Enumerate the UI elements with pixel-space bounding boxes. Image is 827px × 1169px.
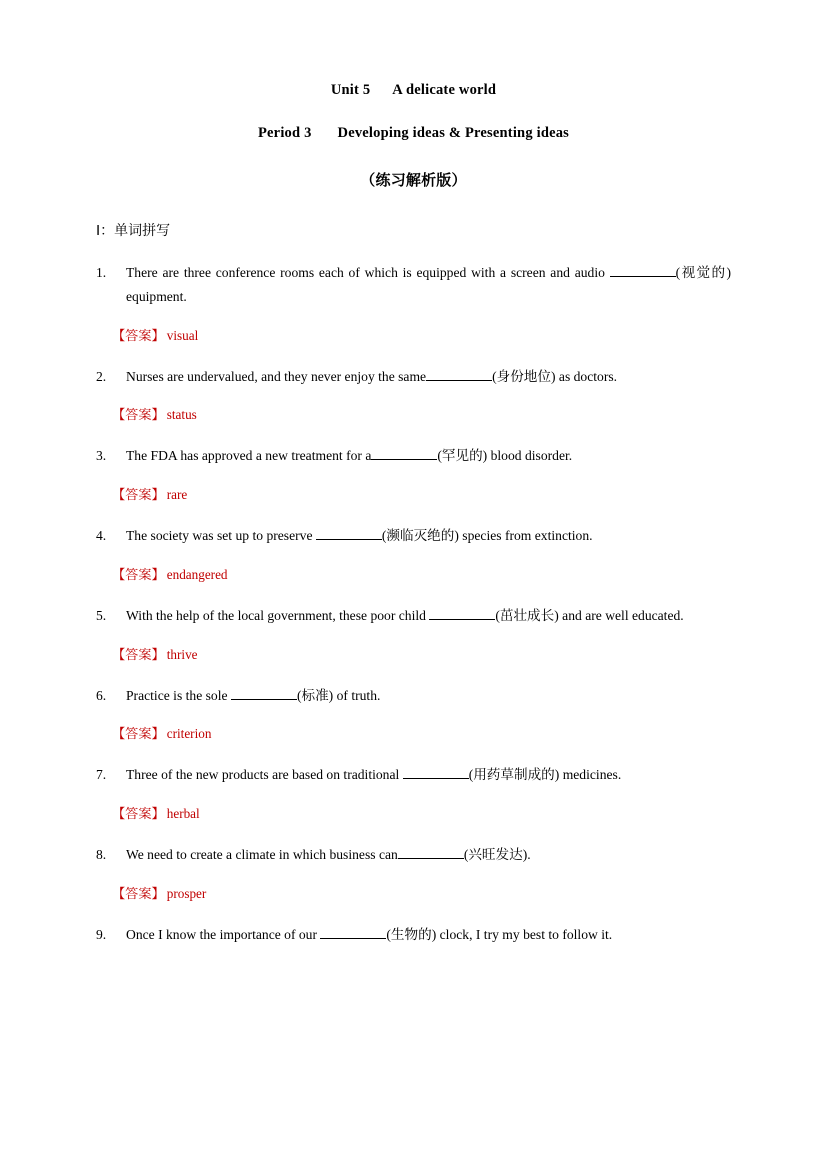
section-heading: Ⅰ：单词拼写 [96, 224, 171, 239]
answer-value: status [166, 407, 197, 423]
answer-blank[interactable] [371, 459, 437, 460]
question-text [126, 365, 731, 389]
answer-blank[interactable] [398, 858, 464, 859]
answer-blank[interactable] [231, 699, 297, 700]
answer-label: 【答案】 [112, 806, 165, 822]
question-item [96, 444, 731, 468]
answer-line [112, 325, 731, 344]
answer-line [112, 803, 731, 822]
question-text-after: (身份地位) as doctors. [492, 368, 618, 384]
answer-label: 【答案】 [112, 407, 165, 423]
question-text-before: We need to create a climate in which business can [126, 847, 398, 863]
question-text-before: Practice is the sole [126, 687, 231, 703]
question-text-before: The FDA has approved a new treatment for a [126, 448, 372, 464]
answer-label: 【答案】 [112, 646, 165, 662]
document-title-version: （练习解析版） [360, 172, 467, 189]
answer-blank[interactable] [403, 778, 469, 779]
question-text [126, 261, 731, 309]
question-item [96, 365, 731, 389]
question-text [126, 843, 731, 867]
question-item [96, 763, 731, 787]
answer-line [112, 564, 731, 583]
question-text-after: (生物的) clock, I try my best to follow it. [386, 927, 613, 943]
answer-value: criterion [166, 726, 212, 742]
answer-blank[interactable] [320, 938, 386, 939]
question-text [126, 763, 731, 787]
answer-blank[interactable] [426, 380, 492, 381]
title-period-name: Developing ideas & Presenting ideas [337, 125, 570, 141]
title-period-number: Period 3 [257, 125, 312, 141]
question-number: 2. [96, 368, 107, 384]
question-text-after: (兴旺发达). [463, 847, 531, 863]
answer-value: prosper [166, 886, 207, 902]
question-text-before: The society was set up to preserve [126, 528, 316, 544]
question-item [96, 684, 731, 708]
answer-label: 【答案】 [112, 487, 165, 503]
question-text-after: (标准) of truth. [296, 687, 381, 703]
question-text [126, 444, 731, 468]
question-text-before: Once I know the importance of our [126, 927, 321, 943]
question-number: 9. [96, 927, 107, 943]
question-number: 5. [96, 607, 107, 623]
question-text-after: (罕见的) blood disorder. [437, 448, 573, 464]
answer-value: rare [166, 487, 188, 503]
question-text-after: (茁壮成长) and are well educated. [495, 607, 684, 623]
question-number: 7. [96, 767, 107, 783]
title-unit-name: A delicate world [392, 82, 497, 98]
answer-line [112, 883, 731, 902]
question-text-after: (濒临灭绝的) species from extinction. [381, 528, 593, 544]
answer-label: 【答案】 [112, 886, 165, 902]
question-number: 4. [96, 528, 107, 544]
answer-line [112, 404, 731, 423]
answer-value: herbal [166, 806, 200, 822]
question-item [96, 843, 731, 867]
question-text-before: Three of the new products are based on traditional [126, 767, 403, 783]
answer-label: 【答案】 [112, 327, 165, 343]
question-text-before: There are three conference rooms each of which is equipped with a screen and audio [126, 265, 610, 280]
question-number: 8. [96, 847, 107, 863]
answer-blank[interactable] [610, 276, 676, 277]
question-text [126, 684, 731, 708]
answer-label: 【答案】 [112, 726, 165, 742]
question-item [96, 923, 731, 947]
question-number: 1. [96, 265, 107, 280]
question-item [96, 261, 731, 309]
question-number: 3. [96, 448, 107, 464]
document-title-period [96, 125, 731, 142]
answer-label: 【答案】 [112, 566, 165, 582]
question-text [126, 524, 731, 548]
answer-line [112, 484, 731, 503]
question-text [126, 923, 731, 947]
answer-line [112, 644, 731, 663]
question-text-before: Nurses are undervalued, and they never enjoy the same [126, 368, 427, 384]
answer-value: endangered [166, 566, 228, 582]
question-text [126, 604, 731, 628]
question-number: 6. [96, 687, 107, 703]
question-text-after: (视觉的) equipment. [126, 265, 731, 304]
document-title-unit [96, 82, 731, 99]
answer-value: thrive [166, 646, 198, 662]
answer-line [112, 723, 731, 742]
question-item [96, 604, 731, 628]
question-item [96, 524, 731, 548]
answer-blank[interactable] [316, 539, 382, 540]
question-text-before: With the help of the local government, these poor child [126, 607, 430, 623]
question-text-after: (用药草制成的) medicines. [468, 767, 622, 783]
answer-blank[interactable] [429, 619, 495, 620]
title-unit-number: Unit 5 [330, 82, 371, 98]
answer-value: visual [166, 327, 199, 343]
